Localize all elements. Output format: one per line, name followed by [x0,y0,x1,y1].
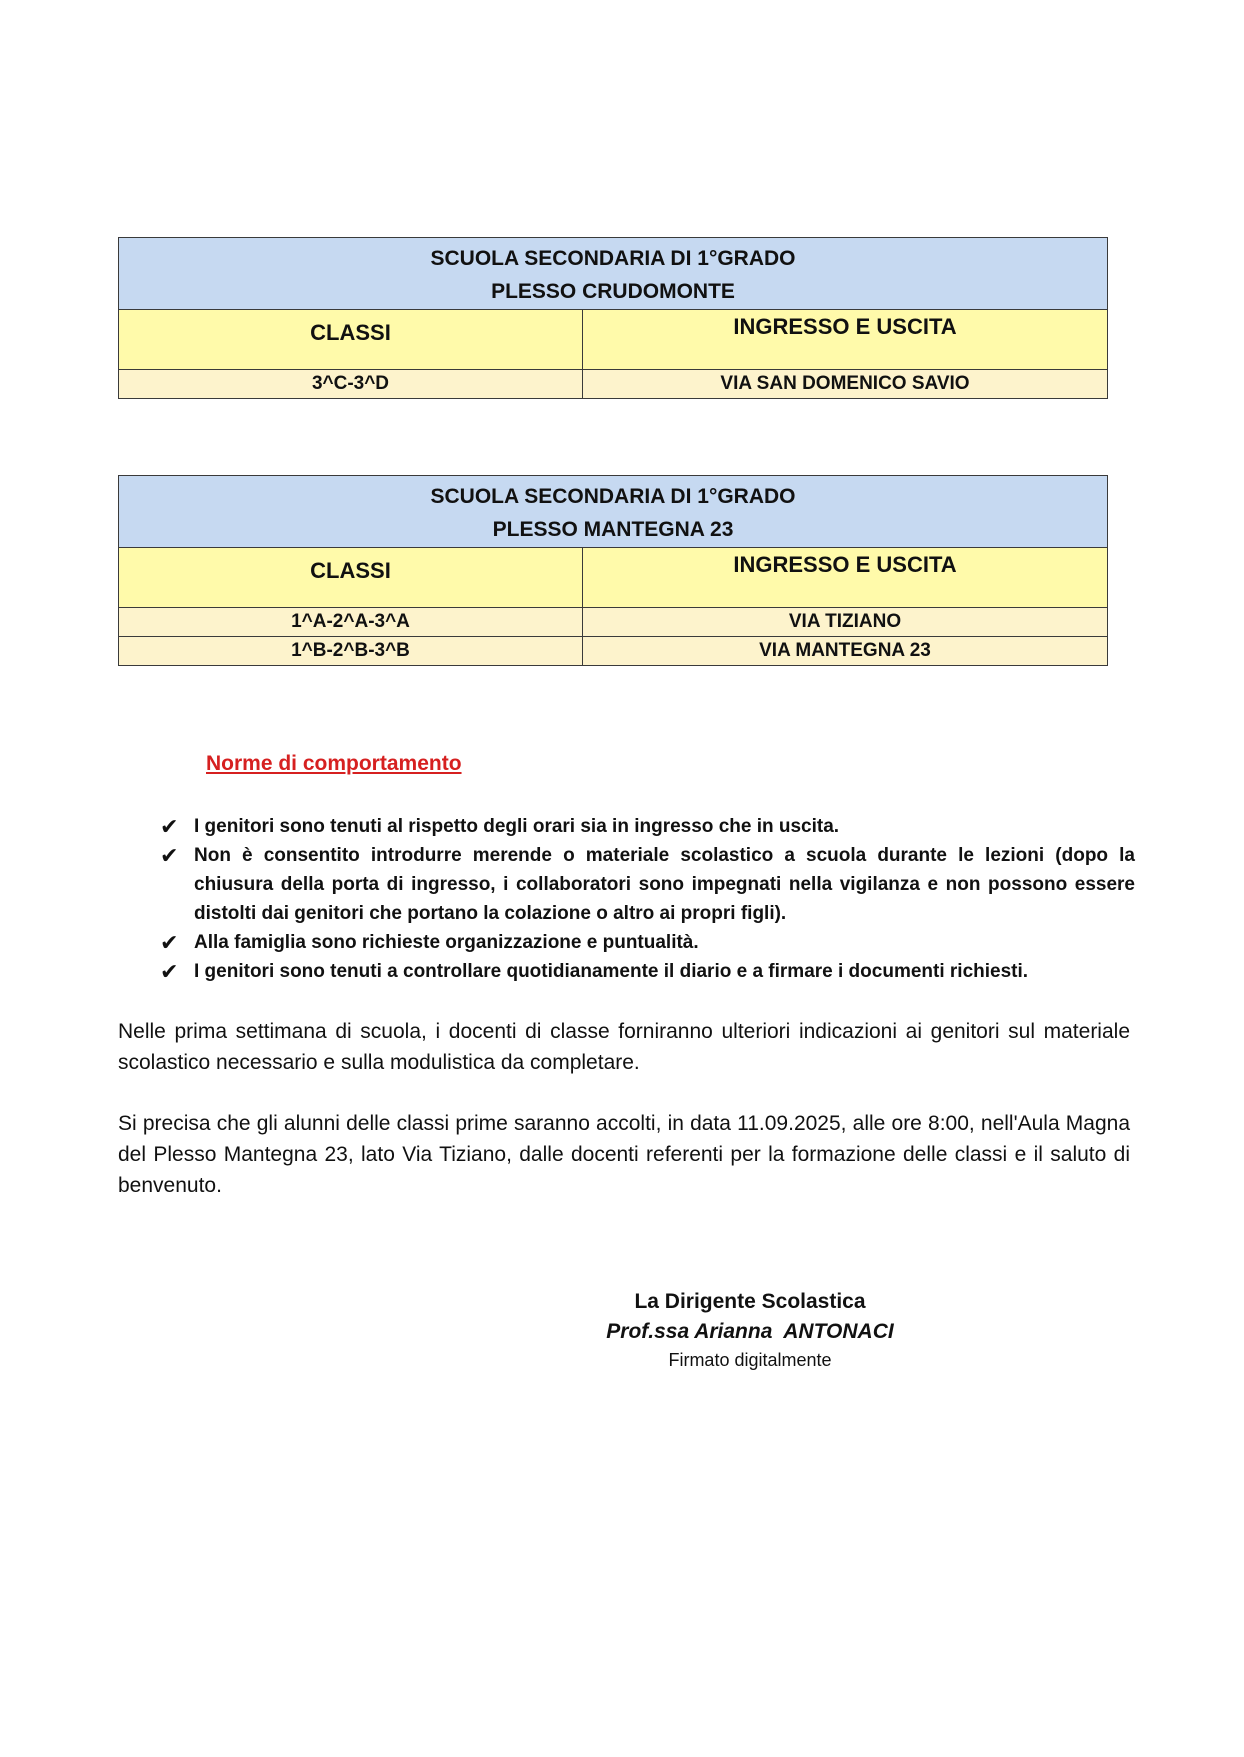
list-item [160,841,1135,928]
checkmark-icon: ✔ [160,814,179,839]
cell-classi: 1^A-2^A-3^A [119,608,583,637]
list-item [160,812,1135,841]
list-item-text: Alla famiglia sono richieste organizzazione e puntualità. [194,932,699,953]
list-item-text: I genitori sono tenuti al rispetto degli orari sia in ingresso che in uscita. [194,816,840,837]
cell-classi: 3^C-3^D [119,370,583,399]
list-item-text: Non è consentito introdurre merende o materiale scolastico a scuola durante le lezioni (dopo la chiusura della porta di ingresso, i collaboratori sono impegnati nella vigilanza e non possono essere distolti dai genitori che portano la colazione o altro ai propri figli). [194,845,1135,924]
list-item [160,957,1135,986]
column-header-classi: CLASSI [119,548,583,608]
table-title [119,476,1108,548]
signature-title: La Dirigente Scolastica [634,1290,866,1313]
checkmark-icon: ✔ [160,843,179,868]
norme-list [160,812,1135,986]
paragraph-materiale: Nelle prima settimana di scuola, i docenti di classe forniranno ulteriori indicazioni ai genitori sul materiale scolastico necessario e sulla modulistica da completare. [118,1020,1130,1074]
table-title-line1: SCUOLA SECONDARIA DI 1°GRADO [430,247,796,270]
list-item-text: I genitori sono tenuti a controllare quotidianamente il diario e a firmare i documenti richiesti. [194,961,1029,982]
signature-name: Prof.ssa Arianna ANTONACI [606,1320,894,1343]
checkmark-icon: ✔ [160,930,179,955]
signature-note: Firmato digitalmente [668,1350,832,1370]
plesso-mantegna-table [118,475,1108,666]
table-row [119,370,1108,399]
column-header-classi: CLASSI [119,310,583,370]
paragraph-accoglienza: Si precisa che gli alunni delle classi prime saranno accolti, in data 11.09.2025, alle ore 8:00, nell'Aula Magna del Plesso Mantegna 23, lato Via Tiziano, dalle docenti referenti per la formazione delle classi e il saluto di benvenuto. [118,1112,1130,1197]
column-header-ingresso: INGRESSO E USCITA [583,310,1108,370]
table-title-line2: PLESSO CRUDOMONTE [491,280,735,303]
table-title-line1: SCUOLA SECONDARIA DI 1°GRADO [430,485,796,508]
list-item [160,928,1135,957]
table-row [119,608,1108,637]
plesso-crudomonte-table [118,237,1108,399]
table-row [119,637,1108,666]
cell-ingresso: VIA SAN DOMENICO SAVIO [583,370,1108,399]
cell-ingresso: VIA TIZIANO [583,608,1108,637]
table-title-line2: PLESSO MANTEGNA 23 [492,518,734,541]
table-title [119,238,1108,310]
checkmark-icon: ✔ [160,959,179,984]
column-header-ingresso: INGRESSO E USCITA [583,548,1108,608]
cell-ingresso: VIA MANTEGNA 23 [583,637,1108,666]
norme-heading: Norme di comportamento [206,752,462,775]
cell-classi: 1^B-2^B-3^B [119,637,583,666]
